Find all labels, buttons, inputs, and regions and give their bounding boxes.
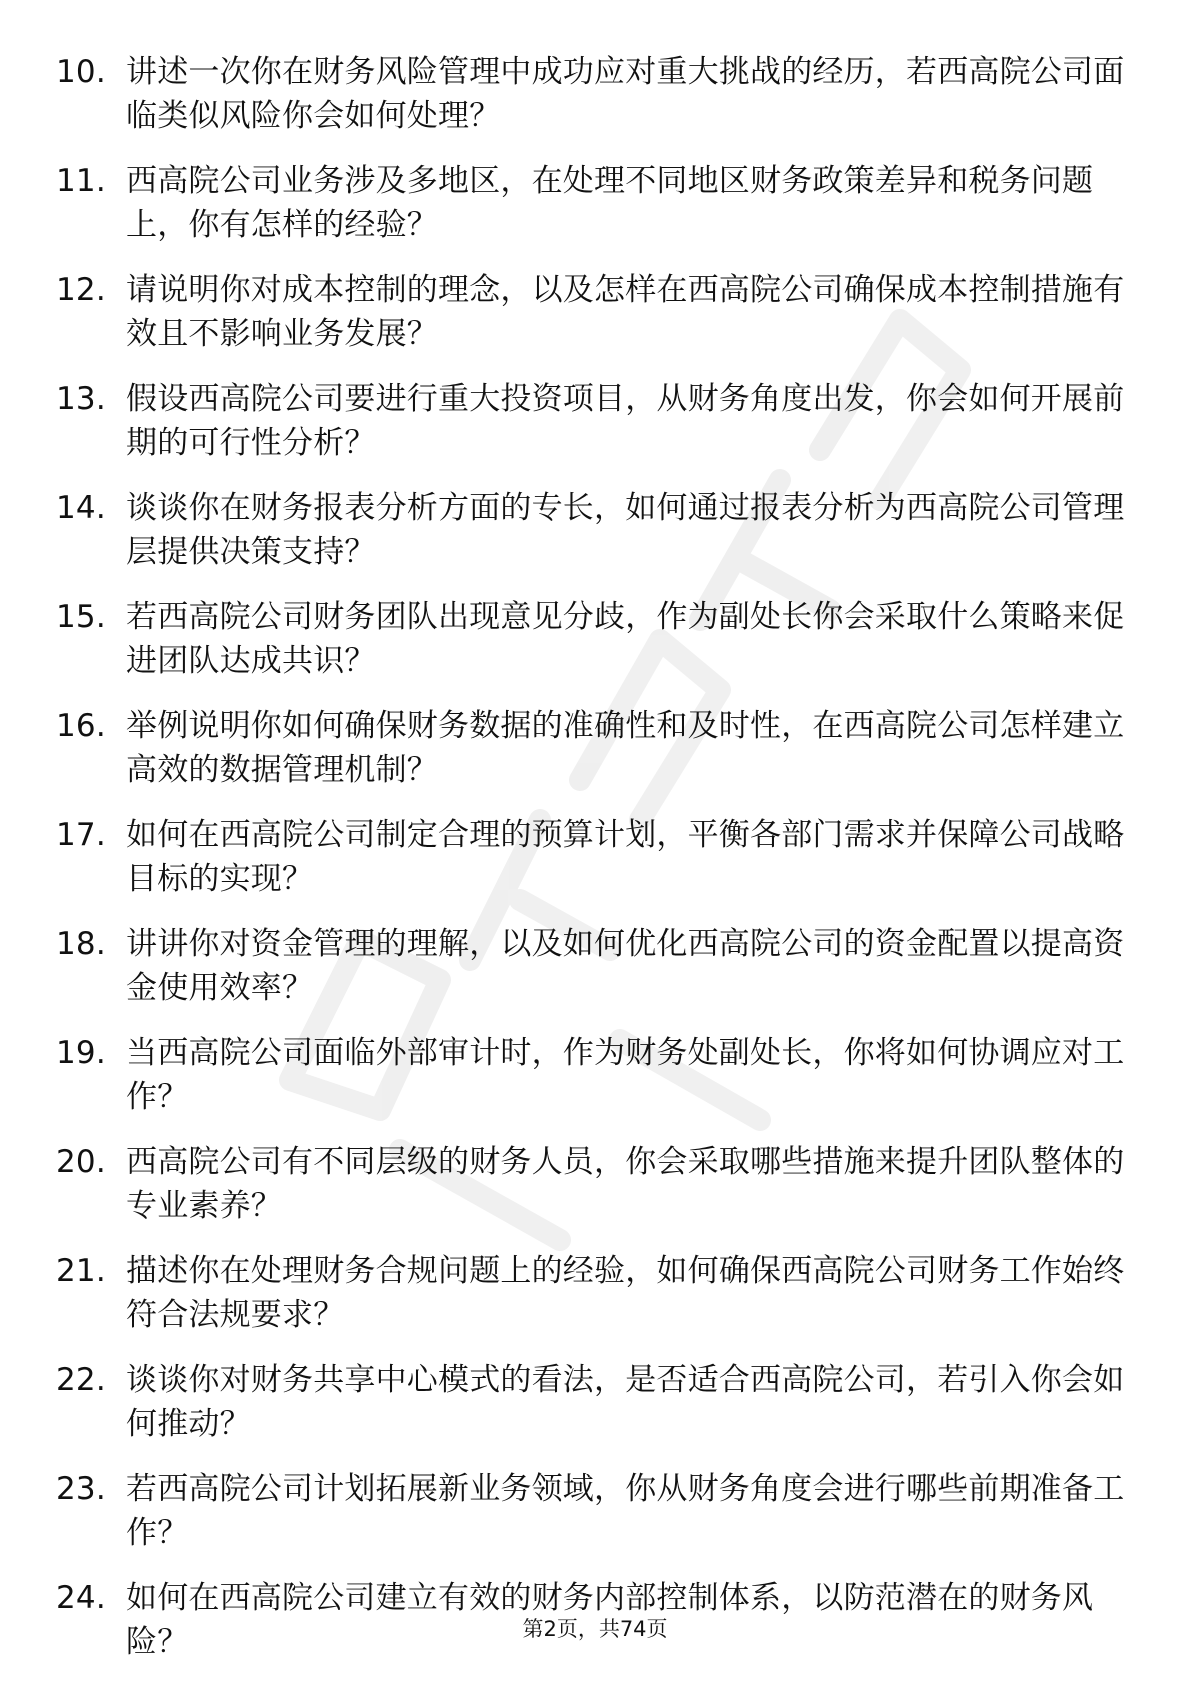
question-text: 如何在西高院公司建立有效的财务内部控制体系，以防范潜在的财务风险？ xyxy=(126,1580,1094,1660)
question-text: 描述你在处理财务合规问题上的经验，如何确保西高院公司财务工作始终符合法规要求？ xyxy=(126,1253,1125,1333)
question-text: 西高院公司有不同层级的财务人员，你会采取哪些措施来提升团队整体的专业素养？ xyxy=(126,1144,1125,1224)
question-text: 假设西高院公司要进行重大投资项目，从财务角度出发，你会如何开展前期的可行性分析？ xyxy=(126,381,1125,461)
question-item xyxy=(56,159,1136,247)
question-item xyxy=(56,1140,1136,1228)
question-item xyxy=(56,813,1136,901)
question-text: 当西高院公司面临外部审计时，作为财务处副处长，你将如何协调应对工作？ xyxy=(126,1035,1125,1115)
question-number: 13. xyxy=(56,381,106,417)
question-number: 19. xyxy=(56,1035,106,1071)
question-number: 24. xyxy=(56,1580,106,1616)
question-text: 若西高院公司财务团队出现意见分歧，作为副处长你会采取什么策略来促进团队达成共识？ xyxy=(126,599,1125,679)
question-item xyxy=(56,704,1136,792)
question-item xyxy=(56,486,1136,574)
question-number: 15. xyxy=(56,599,106,635)
question-number: 22. xyxy=(56,1362,106,1398)
question-text: 谈谈你在财务报表分析方面的专长，如何通过报表分析为西高院公司管理层提供决策支持？ xyxy=(126,490,1125,570)
page-number-footer: 第2页，共74页 xyxy=(522,1617,668,1641)
question-number: 11. xyxy=(56,163,106,199)
question-item xyxy=(56,1249,1136,1337)
question-item xyxy=(56,1467,1136,1555)
question-item xyxy=(56,268,1136,356)
question-item xyxy=(56,377,1136,465)
question-text: 讲讲你对资金管理的理解，以及如何优化西高院公司的资金配置以提高资金使用效率？ xyxy=(126,926,1125,1006)
question-list xyxy=(56,50,1136,1685)
question-number: 14. xyxy=(56,490,106,526)
question-number: 20. xyxy=(56,1144,106,1180)
question-text: 谈谈你对财务共享中心模式的看法，是否适合西高院公司，若引入你会如何推动？ xyxy=(126,1362,1125,1442)
question-number: 16. xyxy=(56,708,106,744)
question-number: 10. xyxy=(56,54,106,90)
question-item xyxy=(56,50,1136,138)
question-item xyxy=(56,1031,1136,1119)
question-text: 讲述一次你在财务风险管理中成功应对重大挑战的经历，若西高院公司面临类似风险你会如何处理？ xyxy=(126,54,1125,134)
question-number: 21. xyxy=(56,1253,106,1289)
question-number: 18. xyxy=(56,926,106,962)
question-text: 如何在西高院公司制定合理的预算计划，平衡各部门需求并保障公司战略目标的实现？ xyxy=(126,817,1125,897)
question-number: 17. xyxy=(56,817,106,853)
question-text: 举例说明你如何确保财务数据的准确性和及时性，在西高院公司怎样建立高效的数据管理机制？ xyxy=(126,708,1125,788)
question-item xyxy=(56,922,1136,1010)
question-number: 23. xyxy=(56,1471,106,1507)
question-text: 请说明你对成本控制的理念，以及怎样在西高院公司确保成本控制措施有效且不影响业务发展？ xyxy=(126,272,1125,352)
question-item xyxy=(56,1358,1136,1446)
question-text: 若西高院公司计划拓展新业务领域，你从财务角度会进行哪些前期准备工作？ xyxy=(126,1471,1125,1551)
question-item xyxy=(56,595,1136,683)
question-number: 12. xyxy=(56,272,106,308)
question-text: 西高院公司业务涉及多地区，在处理不同地区财务政策差异和税务问题上，你有怎样的经验？ xyxy=(126,163,1094,243)
